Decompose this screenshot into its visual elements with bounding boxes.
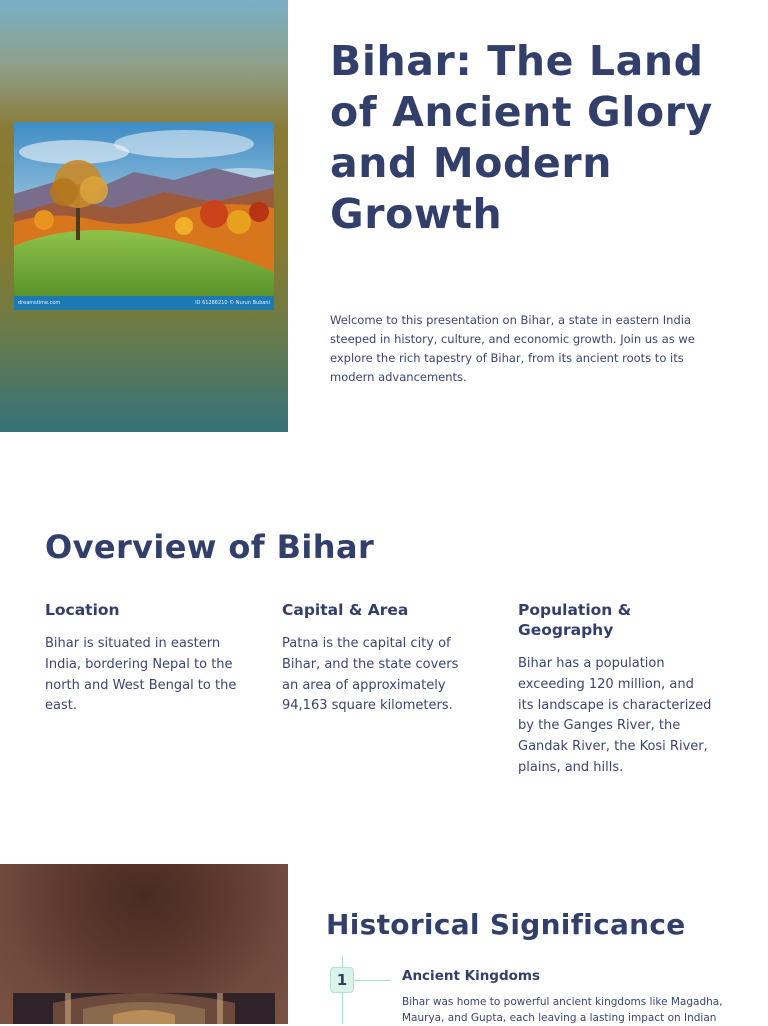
- temple-interior-photo: [13, 993, 275, 1024]
- population-geography-column: [518, 600, 713, 779]
- location-column: [45, 600, 240, 717]
- capital-area-heading: Capital & Area: [282, 601, 409, 619]
- location-text: Bihar is situated in eastern India, bordering Nepal to the north and West Bengal to the east.: [45, 636, 237, 714]
- timeline-number-badge: 1: [330, 967, 354, 993]
- history-image-panel: [0, 864, 288, 1024]
- landscape-photo: [14, 122, 274, 310]
- population-geography-heading: Population & Geography: [518, 601, 632, 639]
- population-geography-text: Bihar has a population exceeding 120 million, and its landscape is characterized by the Ganges River, the Gandak River, the Kosi River, plains, and hills.: [518, 656, 712, 775]
- hero-image-panel: [0, 0, 288, 432]
- overview-section: [0, 432, 768, 864]
- overview-heading: Overview of Bihar: [45, 528, 375, 566]
- location-heading: Location: [45, 601, 120, 619]
- event-title: Ancient Kingdoms: [402, 968, 541, 984]
- title-section: [0, 0, 768, 432]
- intro-paragraph: Welcome to this presentation on Bihar, a state in eastern India steeped in history, culture, and economic growth. Join us as we explore the rich tapestry of Bihar, from its ancient roots to its modern advancements.: [330, 313, 695, 384]
- capital-area-text: Patna is the capital city of Bihar, and the state covers an area of approximately 94,163 square kilometers.: [282, 636, 459, 714]
- arched-hall-image: [13, 993, 275, 1024]
- image-credit-site: dreamstime.com: [18, 300, 61, 306]
- timeline-connector: [354, 980, 391, 981]
- event-description: Bihar was home to powerful ancient kingdoms like Magadha, Maurya, and Gupta, each leaving a lasting impact on Indian: [402, 996, 723, 1024]
- presentation-title: Bihar: The Land of Ancient Glory and Modern Growth: [330, 37, 713, 238]
- history-section: [0, 864, 768, 1024]
- autumn-hills-image: [14, 122, 274, 310]
- capital-area-column: [282, 600, 477, 717]
- history-heading: Historical Significance: [326, 908, 686, 941]
- image-credit-bar: [14, 296, 274, 310]
- image-credit-id: ID 61286210 © Nurun Bubani: [195, 300, 270, 306]
